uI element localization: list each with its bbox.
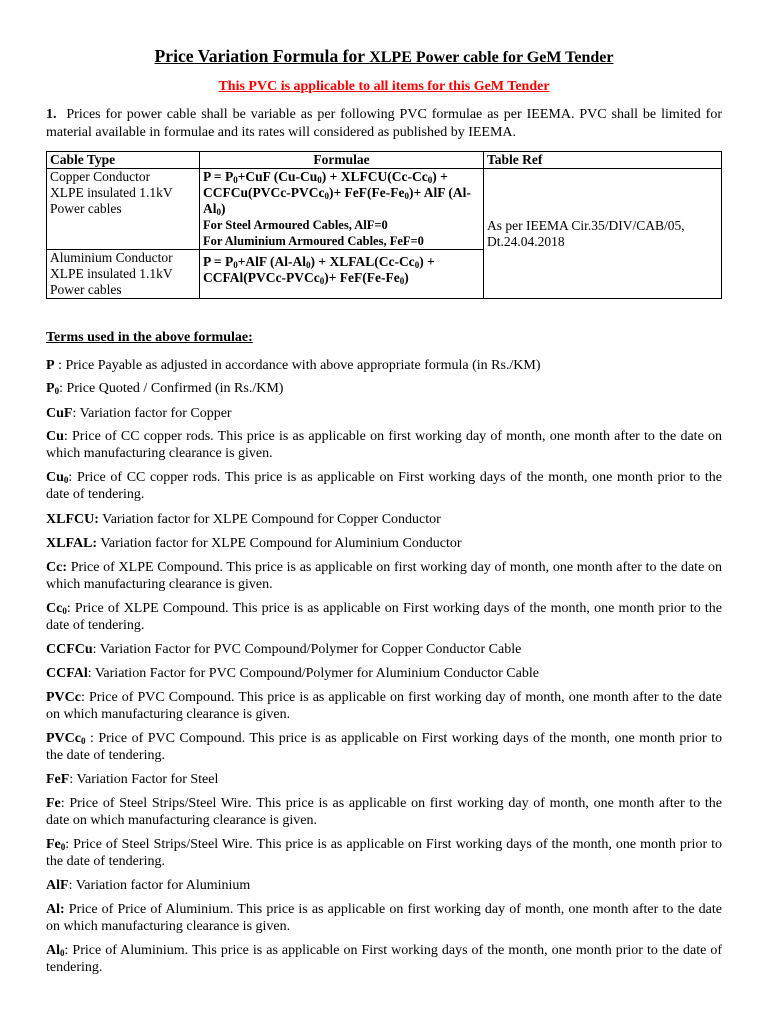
term-symbol: PVCc xyxy=(46,731,81,746)
cable-type-line: Aluminium Conductor xyxy=(50,250,173,265)
intro-paragraph xyxy=(46,106,722,142)
term-separator: : xyxy=(68,878,76,893)
term-description: Price of XLPE Compound. This price is as applicable on first working day of month, one month after to the date on which manufacturing clearance is given. xyxy=(46,560,722,592)
term-subscript: 0 xyxy=(81,736,86,746)
term-definition xyxy=(46,836,722,870)
term-symbol: CuF xyxy=(46,406,73,421)
term-description: Variation Factor for PVC Compound/Polymer for Aluminium Conductor Cable xyxy=(94,666,539,681)
term-symbol: P xyxy=(46,358,55,373)
term-subscript: 0 xyxy=(54,386,60,396)
term-symbol: Cu xyxy=(46,429,64,444)
term-description: Price of CC copper rods. This price is as applicable on first working day of month, one month after to the date on which manufacturing clearance is given. xyxy=(46,429,722,461)
term-definition xyxy=(46,730,722,764)
term-symbol: XLFCU: xyxy=(46,512,99,527)
formula-copper: $P = P_0+CuF$ $(Cu-Cu_0)$ + $XLFCU(Cc-Cc_0)$ + CCFCu(PVCc-PVCc$_0$)+ $FeF(Fe-Fe_0)+$ AlF $(Al-Al_0)$ xyxy=(203,169,471,217)
term-definition xyxy=(46,795,722,829)
cable-type-line: Power cables xyxy=(50,282,122,297)
term-separator: : xyxy=(63,429,73,444)
term-description: Variation Factor for PVC Compound/Polymer for Copper Conductor Cable xyxy=(99,642,522,657)
term-definition xyxy=(46,535,722,552)
term-symbol: Cu xyxy=(46,470,64,485)
term-separator: : xyxy=(92,642,100,657)
term-definition xyxy=(46,405,722,422)
cable-type-line: Power cables xyxy=(50,201,122,216)
cell-formula-aluminium xyxy=(200,250,484,299)
term-separator: : xyxy=(54,358,66,373)
term-description: Price of Aluminium. This price is as applicable on First working days of the month, one month prior to the date of tendering. xyxy=(46,943,722,975)
term-subscript: 0 xyxy=(63,475,69,485)
term-description: Price of CC copper rods. This price is as applicable on First working days of the month, one month prior to the date of tendering. xyxy=(46,470,722,502)
table-ref-date: Dt.24.04.2018 xyxy=(487,233,565,249)
term-description: Price of Price of Aluminium. This price is as applicable on first working day of month, one month after to the date on which manufacturing clearance is given. xyxy=(46,902,722,934)
term-definition xyxy=(46,469,722,503)
cable-type-line: XLPE insulated 1.1kV xyxy=(50,266,173,281)
intro-number: 1. xyxy=(46,107,57,122)
term-symbol: Al xyxy=(46,943,60,958)
table-header-row xyxy=(47,152,722,169)
term-symbol: Cc: xyxy=(46,560,67,575)
term-separator: : xyxy=(72,406,80,421)
formula-aluminium: $P = P_0+AlF$ $(Al-Al_0)$ + $XLFAL(Cc-Cc_0)$ + CCFAl(PVCc-PVCc$_0$)+ $FeF(Fe-Fe_0)$ xyxy=(203,254,435,286)
term-definition xyxy=(46,689,722,723)
term-description: Variation Factor for Steel xyxy=(76,772,219,787)
formula-table xyxy=(46,151,722,299)
term-definition xyxy=(46,665,722,682)
term-definition xyxy=(46,877,722,894)
term-separator: : xyxy=(65,837,74,852)
applicability-note: This PVC is applicable to all items for this GeM Tender xyxy=(218,79,550,94)
term-description: Variation factor for Aluminium xyxy=(75,878,251,893)
cell-formula-copper xyxy=(200,169,484,250)
term-definition xyxy=(46,357,722,374)
term-description: Variation factor for XLPE Compound for Copper Conductor xyxy=(102,512,441,527)
term-description: Price of PVC Compound. This price is as applicable on first working day of month, one month after to the date on which manufacturing clearance is given. xyxy=(46,690,722,722)
term-description: Variation factor for XLPE Compound for Aluminium Conductor xyxy=(100,536,462,551)
term-subscript: 0 xyxy=(60,842,66,852)
term-definition xyxy=(46,600,722,634)
term-definition xyxy=(46,559,722,593)
term-symbol: Cc xyxy=(46,601,63,616)
term-subscript: 0 xyxy=(62,606,67,616)
term-separator: : xyxy=(64,943,73,958)
page-title xyxy=(46,46,722,67)
header-formulae: Formulae xyxy=(200,152,484,169)
terms-heading: Terms used in the above formulae: xyxy=(46,330,253,345)
cell-cable-type-copper xyxy=(47,169,200,250)
cable-type-line: XLPE insulated 1.1kV xyxy=(50,185,173,200)
term-separator: : xyxy=(60,796,70,811)
term-definition xyxy=(46,380,722,397)
term-definition xyxy=(46,428,722,462)
term-definition xyxy=(46,511,722,528)
term-separator: : xyxy=(69,772,77,787)
header-table-ref: Table Ref xyxy=(484,152,722,169)
term-separator: : xyxy=(87,666,95,681)
term-description: Price of Steel Strips/Steel Wire. This price is as applicable on First working days of the month, one month prior to the date of tendering. xyxy=(46,837,722,869)
term-definition xyxy=(46,641,722,658)
term-symbol: FeF xyxy=(46,772,70,787)
term-description: Price of Steel Strips/Steel Wire. This price is as applicable on first working day of month, one month after to the date on which manufacturing clearance is given. xyxy=(46,796,722,828)
term-symbol: XLFAL: xyxy=(46,536,98,551)
term-symbol: Fe xyxy=(46,796,61,811)
title-cable: XLPE Power cable for GeM Tender xyxy=(369,49,614,66)
cell-table-ref xyxy=(484,169,722,299)
term-symbol: CCFCu xyxy=(46,642,93,657)
table-ref-line: As per IEEMA Cir.35/DIV/CAB/05, xyxy=(487,217,685,233)
term-separator: : xyxy=(85,731,99,746)
term-description: Price of PVC Compound. This price is as applicable on First working days of the month, one month prior to the date of tendering. xyxy=(46,731,723,763)
intro-text: Prices for power cable shall be variable as per following PVC formulae as per IEEMA. PVC shall be limited for material available in formulae and its rates will considered as published by IEEMA. xyxy=(46,107,723,140)
term-separator: : xyxy=(66,601,75,616)
term-separator: : xyxy=(68,470,77,485)
term-subscript: 0 xyxy=(60,948,65,958)
title-main: Price Variation Formula for xyxy=(154,46,370,66)
term-symbol: Fe xyxy=(46,837,61,852)
header-cable-type: Cable Type xyxy=(47,152,200,169)
term-symbol: Al: xyxy=(46,902,65,917)
term-description: Price of XLPE Compound. This price is as applicable on First working days of the month, one month prior to the date of tendering. xyxy=(46,601,723,633)
term-definition xyxy=(46,771,722,788)
formula-note-steel: For Steel Armoured Cables, AlF=0 xyxy=(203,218,388,232)
term-symbol: CCFAl xyxy=(46,666,88,681)
term-separator: : xyxy=(59,381,67,396)
term-symbol: P xyxy=(46,381,55,396)
formula-note-aluminium: For Aluminium Armoured Cables, FeF=0 xyxy=(203,234,424,248)
term-description: Variation factor for Copper xyxy=(79,406,232,421)
term-description: Price Quoted / Confirmed (in Rs./KM) xyxy=(66,381,284,396)
term-symbol: PVCc xyxy=(46,690,81,705)
term-separator: : xyxy=(81,690,89,705)
cell-cable-type-aluminium xyxy=(47,250,200,299)
table-row-copper xyxy=(47,169,722,250)
term-definition xyxy=(46,942,722,976)
term-definition xyxy=(46,901,722,935)
term-symbol: AlF xyxy=(46,878,69,893)
term-description: Price Payable as adjusted in accordance with above appropriate formula (in Rs./KM) xyxy=(65,358,541,373)
cable-type-line: Copper Conductor xyxy=(50,169,151,184)
